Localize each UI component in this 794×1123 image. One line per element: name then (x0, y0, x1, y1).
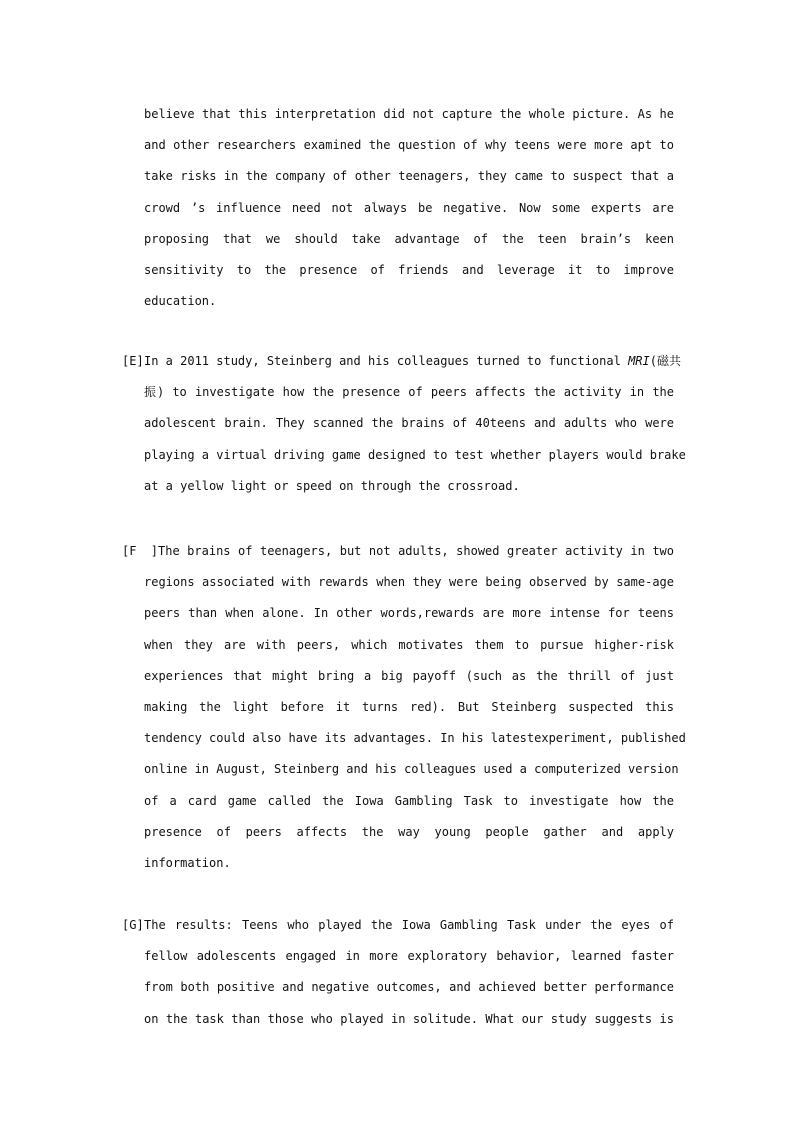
text-line: of a card game called the Iowa Gambling Task to investigate how the (144, 793, 674, 808)
text-line: sensitivity to the presence of friends and leverage it to improve (144, 262, 674, 277)
text-line: crowd ’s influence need not always be negative. Now some experts are (144, 200, 674, 215)
paragraph-continuation (122, 99, 674, 317)
text-line: experiences that might bring a big payoff (such as the thrill of just (144, 668, 674, 683)
text-line: tendency could also have its advantages. In his latestexperiment, published (144, 731, 686, 746)
text-segment: The brains of teenagers, but not adults, showed greater activity in two (158, 544, 674, 558)
text-line: playing a virtual driving game designed to test whether players would brake (144, 447, 686, 462)
paragraph-label: [G] (122, 918, 144, 932)
text-line: proposing that we should take advantage of the teen brain’s keen (144, 231, 674, 246)
text-line: believe that this interpretation did not capture the whole picture. As he (144, 107, 674, 121)
text-line: information. (144, 855, 231, 870)
paragraph-f (122, 536, 686, 879)
text-line: take risks in the company of other teenagers, they came to suspect that a (144, 169, 674, 184)
text-line: from both positive and negative outcomes, and achieved better performance (144, 980, 674, 995)
mri-term: MRI (628, 354, 650, 368)
text-line (122, 910, 674, 941)
text-line: making the light before it turns red). But Steinberg suspected this (144, 699, 674, 714)
text-line: at a yellow light or speed on through the crossroad. (144, 478, 520, 493)
text-line: and other researchers examined the question of why teens were more apt to (144, 138, 674, 153)
chinese-gloss: (磁共 (649, 354, 681, 368)
text-line: regions associated with rewards when they were being observed by same-age (144, 575, 674, 590)
text-segment: In a 2011 study, Steinberg and his colleagues turned to functional (144, 354, 621, 368)
text-line: 振) to investigate how the presence of peers affects the activity in the (144, 385, 674, 400)
text-line (122, 536, 674, 567)
text-line: fellow adolescents engaged in more exploratory behavior, learned faster (144, 949, 674, 964)
text-line: on the task than those who played in solitude. What our study suggests is (144, 1011, 674, 1026)
text-line: online in August, Steinberg and his colleagues used a computerized version (144, 762, 679, 777)
text-line (122, 346, 681, 377)
paragraph-g (122, 910, 674, 1035)
text-segment: The results: Teens who played the Iowa Gambling Task under the eyes of (144, 918, 674, 932)
text-line: when they are with peers, which motivates them to pursue higher-risk (144, 637, 674, 652)
text-line: peers than when alone. In other words,rewards are more intense for teens (144, 606, 674, 621)
paragraph-label: [F ] (122, 544, 158, 558)
text-line: education. (144, 294, 217, 309)
paragraph-e (122, 346, 686, 502)
text-line: adolescent brain. They scanned the brains of 40teens and adults who were (144, 416, 674, 431)
text-line: presence of peers affects the way young people gather and apply (144, 824, 674, 839)
paragraph-label: [E] (122, 354, 144, 368)
